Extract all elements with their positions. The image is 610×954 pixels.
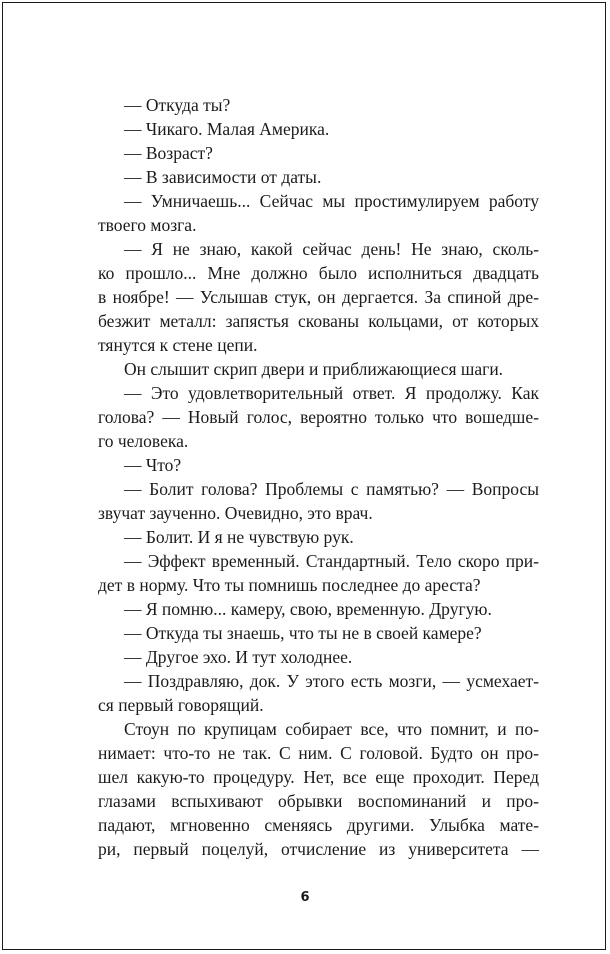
text-line: — Откуда ты? (124, 95, 231, 115)
text-line: — Я не знаю, какой сейчас день! Не знаю, сколь- (124, 239, 539, 259)
text-line: глазами вспыхивают обрывки воспоминаний и про- (98, 791, 539, 811)
text-line: нимает: что-то не так. С ним. С головой. Будто он про- (98, 743, 539, 763)
text-line: ри, первый поцелуй, отчисление из университета — (98, 839, 539, 859)
text-line: го человека. (98, 431, 189, 451)
text-line: — Откуда ты знаешь, что ты не в своей камере? (124, 623, 482, 643)
text-line: ся первый говорящий. (98, 695, 264, 715)
text-line: — Другое эхо. И тут холоднее. (124, 647, 353, 667)
text-line: дет в норму. Что ты помнишь последнее до ареста? (98, 575, 481, 595)
text-line: — Поздравляю, док. У этого есть мозги, — усмехает- (124, 671, 539, 691)
text-line: шел какую-то процедуру. Нет, все еще проходит. Перед (98, 767, 539, 787)
text-line: Стоун по крупицам собирает все, что помнит, и по- (124, 719, 539, 739)
text-line: — Возраст? (124, 143, 213, 163)
text-line: — Эффект временный. Стандартный. Тело скоро при- (124, 551, 539, 571)
text-line: тянутся к стене цепи. (98, 335, 258, 355)
text-line: — Это удовлетворительный ответ. Я продолжу. Как (124, 383, 539, 403)
text-line: звучат заученно. Очевидно, это врач. (98, 503, 373, 523)
text-line: — Что? (124, 455, 182, 475)
text-line: — В зависимости от даты. (124, 167, 322, 187)
text-line: — Я помню... камеру, свою, временную. Другую. (124, 599, 492, 619)
text-line: ко прошло... Мне должно было исполниться двадцать (98, 263, 539, 283)
text-line: безжит металл: запястья скованы кольцами, от которых (98, 311, 539, 331)
text-line: в ноябре! — Услышав стук, он дергается. За спиной дре- (98, 287, 539, 307)
text-line: — Умничаешь... Сейчас мы простимулируем работу (124, 191, 539, 211)
page-number: 6 (300, 890, 310, 905)
text-line: — Болит. И я не чувствую рук. (124, 527, 354, 547)
text-line: падают, мгновенно сменяясь другими. Улыбка мате- (98, 815, 539, 835)
text-line: голова? — Новый голос, вероятно только что вошедше- (98, 407, 539, 427)
text-line: — Чикаго. Малая Америка. (124, 119, 330, 139)
book-page (2, 2, 606, 950)
text-line: Он слышит скрип двери и приближающиеся шаги. (124, 359, 504, 379)
text-line: — Болит голова? Проблемы с памятью? — Вопросы (124, 479, 539, 499)
text-line: твоего мозга. (98, 215, 197, 235)
